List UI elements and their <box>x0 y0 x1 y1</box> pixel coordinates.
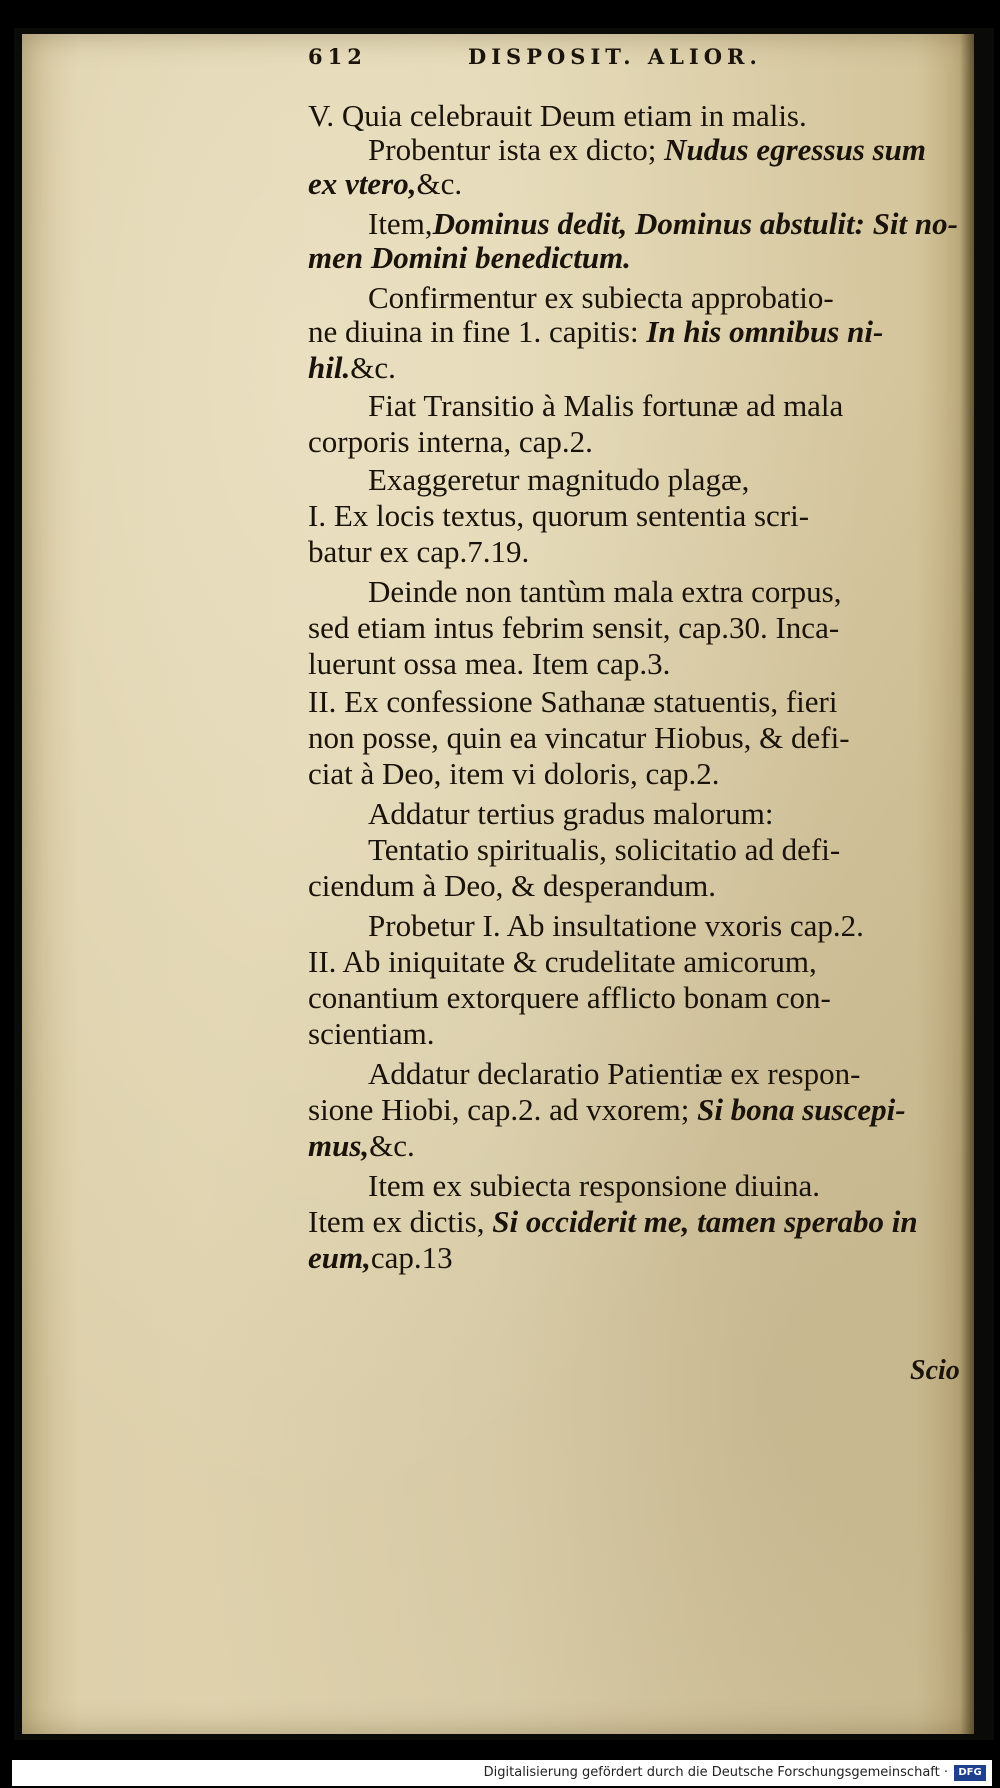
roman-span: Addatur declaratio Patientiæ ex respon- <box>368 1056 861 1091</box>
roman-span: sed etiam intus febrim sensit, cap.30. Inca- <box>308 610 840 645</box>
page-gutter-shadow <box>960 34 974 1734</box>
italic-span: Nudus egressus sum <box>664 132 927 167</box>
text-line <box>308 980 831 1016</box>
roman-span: Tentatio spiritualis, solicitatio ad defi- <box>368 832 841 867</box>
text-line <box>308 610 839 646</box>
text-line <box>368 462 749 498</box>
text-line <box>308 424 593 460</box>
text-line <box>368 832 840 868</box>
italic-span: Si bona suscepi- <box>697 1092 906 1127</box>
roman-span: &c. <box>369 1128 415 1163</box>
text-line <box>368 1168 820 1204</box>
italic-span: eum, <box>308 1240 371 1275</box>
text-line <box>308 646 670 682</box>
running-title: DISPOSIT. ALIOR. <box>468 44 762 69</box>
text-line <box>368 908 864 944</box>
roman-span: Deinde non tantùm mala extra corpus, <box>368 574 842 609</box>
roman-span: II. Ex confessione Sathanæ statuentis, fieri <box>308 684 838 719</box>
roman-span: corporis interna, cap.2. <box>308 424 593 459</box>
footer-credit: Digitalisierung gefördert durch die Deutsche Forschungsgemeinschaft · <box>483 1765 948 1780</box>
roman-span: Probentur ista ex dicto; <box>368 132 665 167</box>
roman-span: V. Quia celebrauit Deum etiam in malis. <box>308 98 807 133</box>
text-line <box>308 868 716 904</box>
text-line <box>368 280 834 316</box>
roman-span: II. Ab iniquitate & crudelitate amicorum, <box>308 944 817 979</box>
roman-span: Item ex dictis, <box>308 1204 493 1239</box>
italic-span: Si occiderit me, tamen sperabo in <box>492 1204 918 1239</box>
text-line <box>308 534 529 570</box>
roman-span: &c. <box>416 166 463 201</box>
roman-span: scientiam. <box>308 1016 435 1051</box>
text-line <box>308 1128 415 1164</box>
roman-span: Fiat Transitio à Malis fortunæ ad mala <box>368 388 844 423</box>
text-line <box>308 240 631 276</box>
italic-span: In his omnibus ni- <box>646 314 884 349</box>
italic-span: ex vtero, <box>308 166 417 201</box>
roman-span: sione Hiobi, cap.2. ad vxorem; <box>308 1092 698 1127</box>
roman-span: ne diuina in fine 1. capitis: <box>308 314 647 349</box>
text-line <box>368 206 958 242</box>
text-line <box>368 388 843 424</box>
roman-span: I. Ex locis textus, quorum sententia scri- <box>308 498 810 533</box>
roman-span: Item, <box>368 206 433 241</box>
text-line <box>308 944 817 980</box>
text-line <box>368 574 841 610</box>
italic-span: men Domini benedictum. <box>308 240 631 275</box>
text-line <box>308 684 837 720</box>
text-line <box>368 132 926 168</box>
italic-span: Dominus dedit, Dominus abstulit: Sit no- <box>432 206 958 241</box>
text-line <box>368 796 774 832</box>
text-line <box>308 1092 906 1128</box>
text-line <box>368 1056 860 1092</box>
text-line <box>308 166 462 202</box>
running-header <box>308 40 828 80</box>
roman-span: non posse, quin ea vincatur Hiobus, & defi- <box>308 720 850 755</box>
text-line <box>308 350 396 386</box>
text-line <box>308 1204 918 1240</box>
roman-span: &c. <box>350 350 396 385</box>
roman-span: Exaggeretur magnitudo plagæ, <box>368 462 750 497</box>
roman-span: batur ex cap.7.19. <box>308 534 530 569</box>
roman-span: Probetur I. Ab insultatione vxoris cap.2. <box>368 908 864 943</box>
catchword: Scio <box>910 1355 960 1386</box>
roman-span: luerunt ossa mea. Item cap.3. <box>308 646 671 681</box>
text-line <box>308 1240 453 1276</box>
roman-span: conantium extorquere afflicto bonam con- <box>308 980 831 1015</box>
text-line <box>308 98 807 134</box>
text-line <box>308 756 720 792</box>
dfg-logo: DFG <box>954 1765 986 1781</box>
text-line <box>308 498 809 534</box>
roman-span: Item ex subiecta responsione diuina. <box>368 1168 820 1203</box>
page-number: 612 <box>308 44 367 69</box>
roman-span: ciendum à Deo, & desperandum. <box>308 868 717 903</box>
digitization-footer <box>12 1760 992 1786</box>
roman-span: Addatur tertius gradus malorum: <box>368 796 774 831</box>
roman-span: ciat à Deo, item vi doloris, cap.2. <box>308 756 720 791</box>
roman-span: cap.13 <box>370 1240 453 1275</box>
italic-span: mus, <box>308 1128 370 1163</box>
text-line <box>308 1016 435 1052</box>
roman-span: Confirmentur ex subiecta approbatio- <box>368 280 834 315</box>
text-line <box>308 720 850 756</box>
italic-span: hil. <box>308 350 351 385</box>
text-line <box>308 314 883 350</box>
